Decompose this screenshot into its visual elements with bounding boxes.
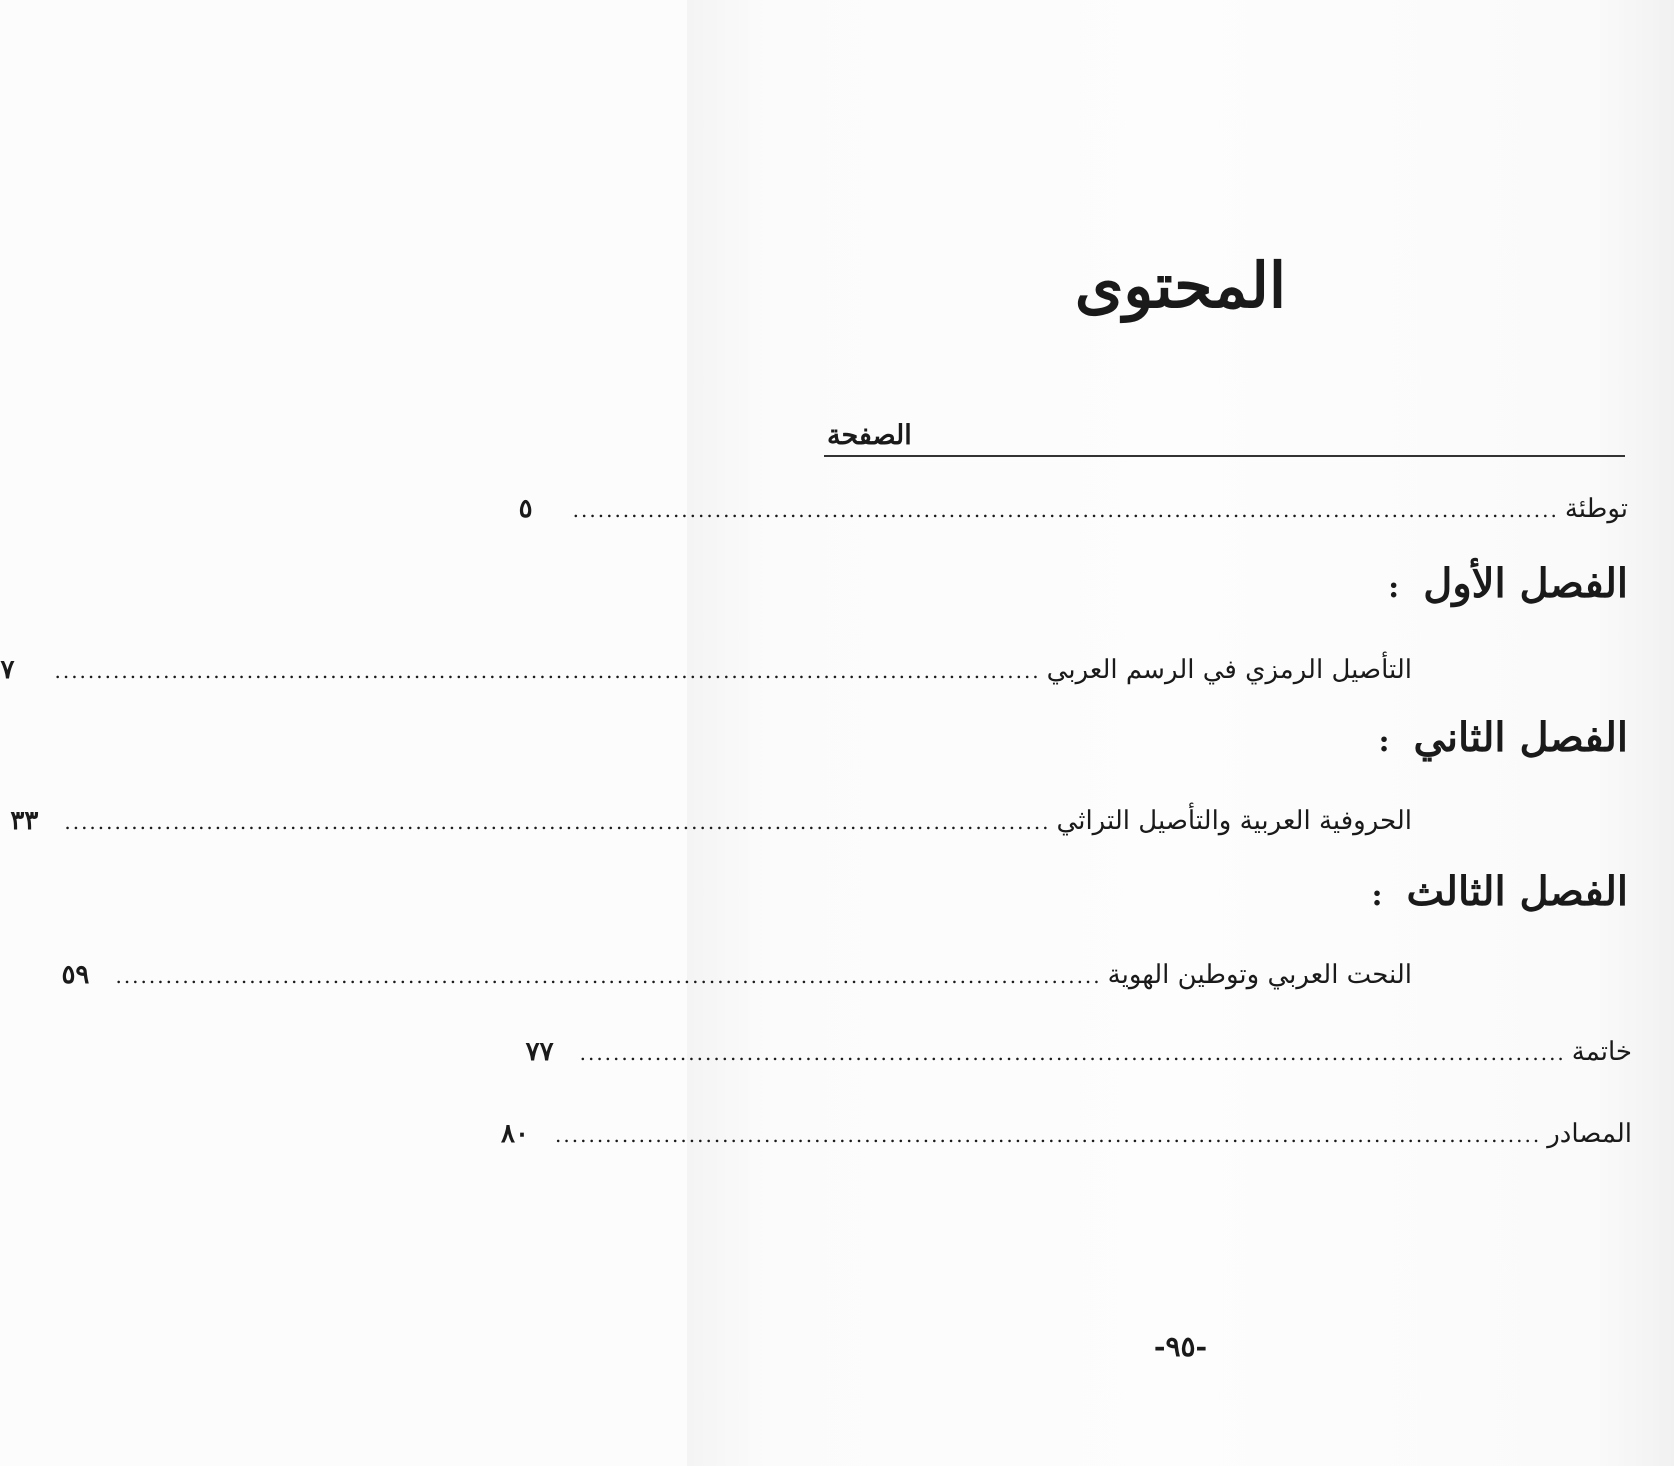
chapter-colon: : <box>1388 570 1400 605</box>
dot-leader: ...................................................................................................................... <box>115 964 1102 988</box>
page-column-label: الصفحة <box>827 420 912 451</box>
toc-entry-page: ٥ <box>518 494 533 524</box>
dot-leader: ...................................................................................................................... <box>64 810 1051 834</box>
toc-entry-label: النحت العربي وتوطين الهوية <box>1107 960 1412 990</box>
chapter-heading <box>1378 714 1628 761</box>
toc-entry <box>518 494 1628 524</box>
toc-entry-label: خاتمة <box>1571 1037 1632 1067</box>
toc-entry-label: المصادر <box>1547 1119 1632 1149</box>
toc-entry-page: ٨٠ <box>501 1119 529 1149</box>
chapter-heading-label: الفصل الثالث <box>1406 868 1628 915</box>
dot-leader: ...................................................................................................................... <box>555 1123 1542 1147</box>
dot-leader: ...................................................................................................................... <box>54 659 1041 683</box>
chapter-colon: : <box>1378 724 1390 759</box>
toc-entry <box>501 1119 1632 1149</box>
chapter-heading-label: الفصل الأول <box>1423 560 1628 607</box>
dot-leader: ...................................................................................................................... <box>579 1041 1566 1065</box>
toc-entry <box>61 960 1412 990</box>
toc-entry-label: توطئة <box>1564 494 1628 524</box>
toc-entry <box>0 655 1412 685</box>
dot-leader: ...................................................................................................................... <box>572 498 1559 522</box>
header-rule <box>824 455 1625 457</box>
toc-entry-page: ٣٣ <box>10 806 39 836</box>
toc-entry-page: ٥٩ <box>61 960 90 990</box>
toc-entry-label: التأصيل الرمزي في الرسم العربي <box>1046 655 1412 685</box>
toc-entry-label: الحروفية العربية والتأصيل التراثي <box>1056 806 1412 836</box>
chapter-colon: : <box>1371 878 1383 913</box>
chapter-heading <box>1371 868 1628 915</box>
toc-entry <box>10 806 1412 836</box>
page-title: المحتوى <box>1074 249 1287 322</box>
chapter-heading <box>1388 560 1628 607</box>
chapter-heading-label: الفصل الثاني <box>1413 714 1628 761</box>
toc-entry-page: ٧ <box>0 655 15 685</box>
page-number: -٩٥- <box>1153 1330 1208 1363</box>
toc-entry-page: ٧٧ <box>525 1037 554 1067</box>
toc-entry <box>525 1037 1632 1067</box>
